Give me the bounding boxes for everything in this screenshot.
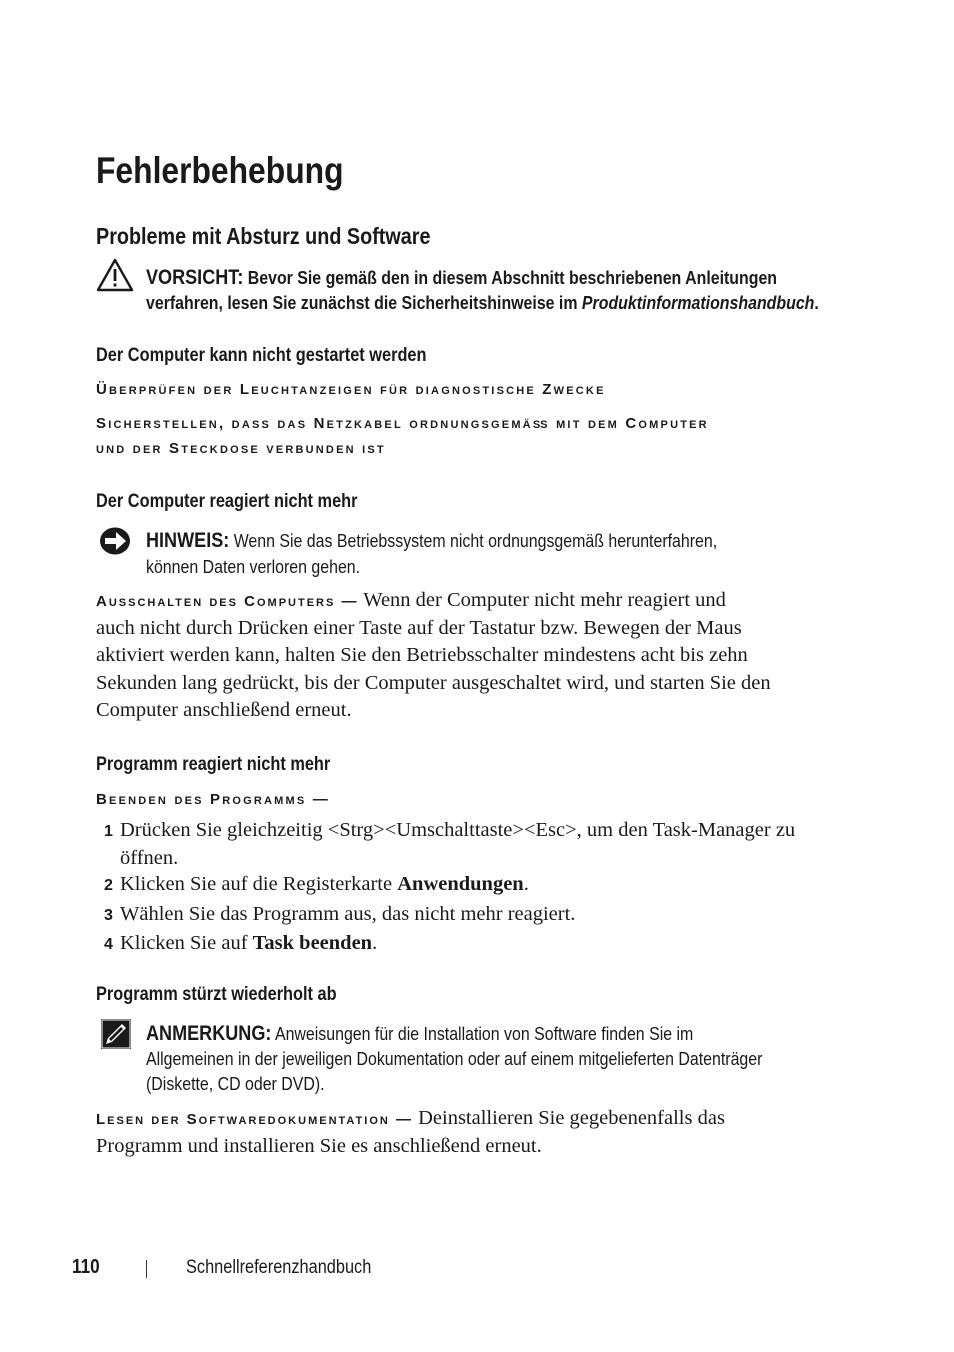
note-line2: Allgemeinen in der jeweiligen Dokumentation oder auf einem mitgelieferten Datenträger [146,1048,763,1069]
applications-tab-name: Anwendungen [397,873,524,895]
shutdown-paragraph: Ausschalten des Computers — Wenn der Computer nicht mehr reagiert und auch nicht durch Drücken einer Taste auf der Tastatur bzw. Bewegen der Maus aktiviert werden kann, halten Sie den Betriebsschalter mindestens acht bis zehn Sekunden lang gedrückt, bis der Computer ausgeschaltet wird, und starten Sie den Computer anschließend erneut. [96,589,771,721]
read-docs-runin: Lesen der Softwaredokumentation — [96,1111,413,1128]
notice-line1: HINWEIS: Wenn Sie das Betriebssystem nicht ordnungsgemäß herunterfahren, [146,529,718,552]
page-number: 110 [72,1256,100,1278]
notice-arrow-icon [99,526,131,556]
note-label: ANMERKUNG: [146,1022,272,1045]
section-heading: Probleme mit Absturz und Software [96,223,431,249]
notice-line2: können Daten verloren gehen. [146,556,361,577]
shutdown-runin: Ausschalten des Computers — [96,593,359,610]
note-pencil-icon [100,1018,132,1050]
page-title: Fehlerbehebung [96,150,344,191]
end-program-runin: Beenden des Programms — [96,791,331,808]
check-power-cable-line2: und der Steckdose verbunden ist [96,440,386,457]
subheading-program-not-responding: Programm reagiert nicht mehr [96,754,331,775]
warning-triangle-icon [96,258,134,292]
end-task-button-name: Task beenden [252,932,373,954]
caution-label: VORSICHT: [146,266,244,289]
check-diagnostic-lights: Überprüfen der Leuchtanzeigen für diagnostische Zwecke [96,381,606,398]
step-3: 3 Wählen Sie das Programm aus, das nicht mehr reagiert. [104,903,576,925]
step-2: 2 Klicken Sie auf die Registerkarte Anwendungen. [104,873,529,895]
caution-manual-title: Produktinformationshandbuch [581,292,815,313]
subheading-computer-not-responding: Der Computer reagiert nicht mehr [96,491,358,512]
subheading-computer-wont-start: Der Computer kann nicht gestartet werden [96,345,427,366]
note-line3: (Diskette, CD oder DVD). [146,1073,325,1094]
caution-notice [146,265,880,290]
footer-book-title: Schnellreferenzhandbuch [186,1257,372,1278]
note-line1: ANMERKUNG: Anweisungen für die Installation von Software finden Sie im [146,1022,694,1045]
step-4: 4 Klicken Sie auf Task beenden. [104,932,378,954]
caution-text-line2: verfahren, lesen Sie zunächst die Sicherheitshinweise im Produktinformationshandbuch. [146,292,819,313]
caution-text-line1: Bevor Sie gemäß den in diesem Abschnitt beschriebenen Anleitungen [247,267,778,288]
step-1: 1 Drücken Sie gleichzeitig <Strg><Umschalttaste><Esc>, um den Task-Manager zu öffnen. [104,819,796,869]
notice-label: HINWEIS: [146,529,230,552]
check-power-cable-line1: Sicherstellen, dass das Netzkabel ordnungsgemäß mit dem Computer [96,415,709,432]
subheading-program-crashes: Programm stürzt wiederholt ab [96,984,337,1005]
reinstall-paragraph: Lesen der Softwaredokumentation — Deinstallieren Sie gegebenenfalls das Programm und installieren Sie es anschließend erneut. [96,1107,725,1158]
footer-separator [146,1260,147,1278]
